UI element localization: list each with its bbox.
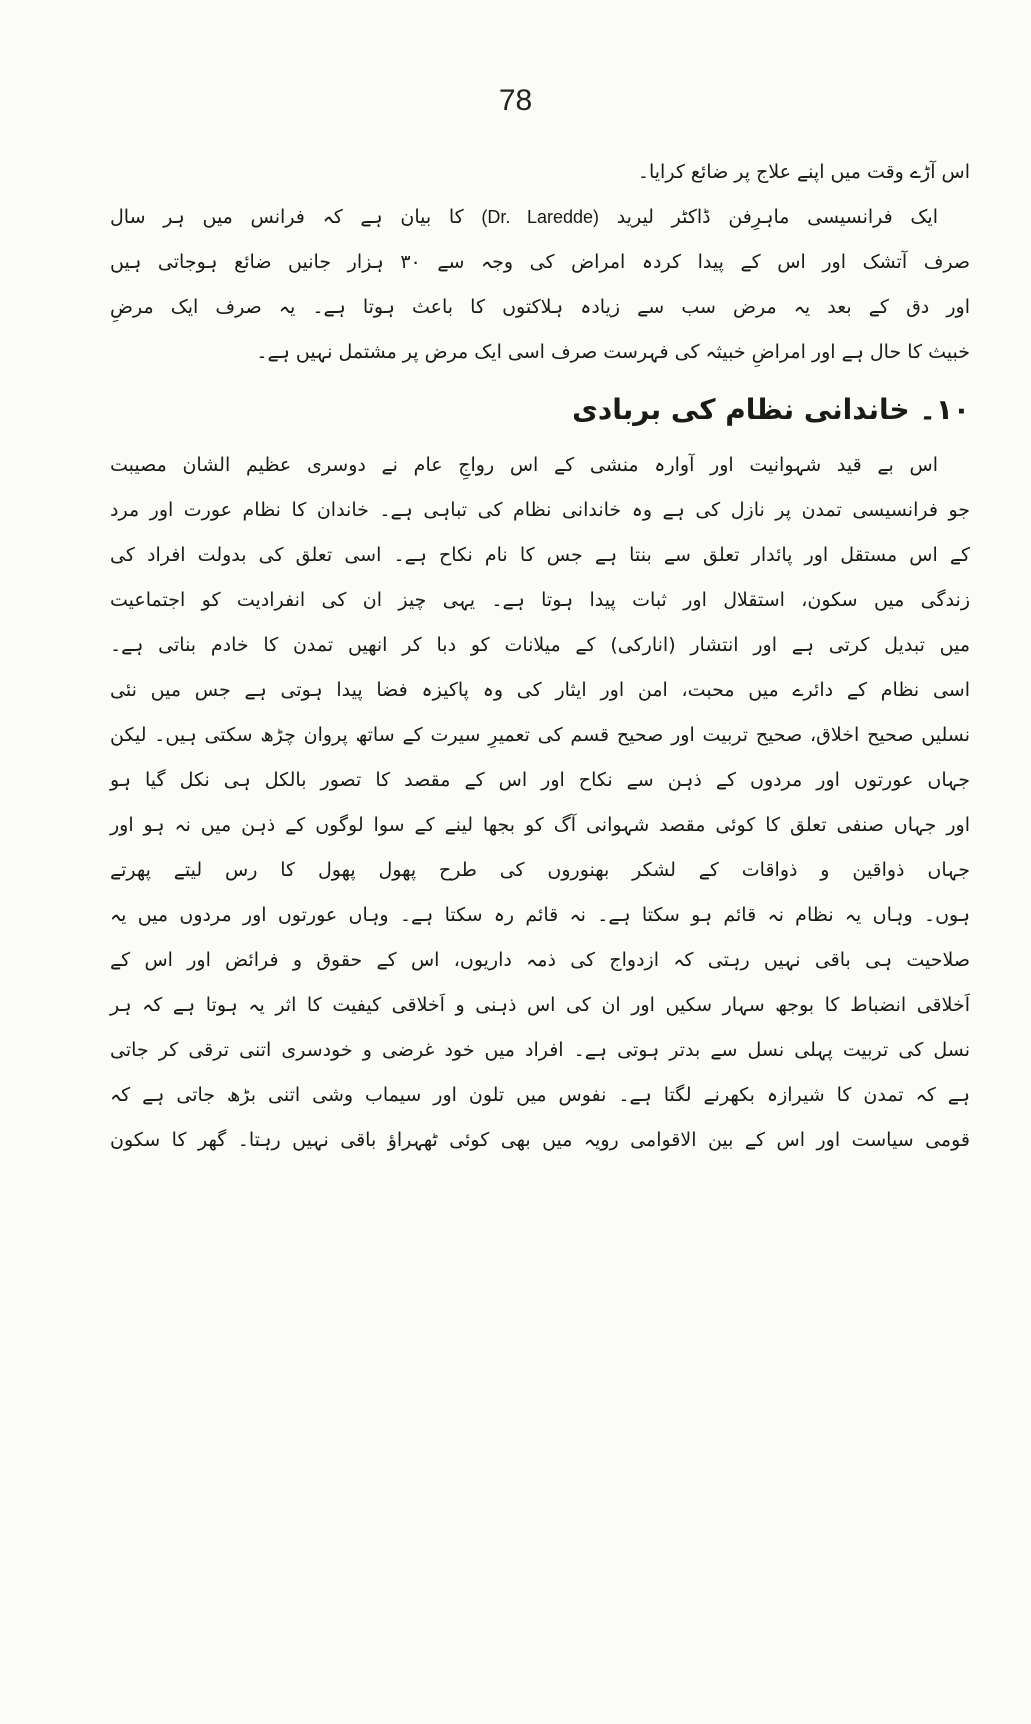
text-line: خبیث کا حال ہے اور امراضِ خبیثہ کی فہرست صرف اسی ایک مرض پر مشتمل نہیں ہے۔ xyxy=(256,341,970,363)
text-line: ہوں۔ وہاں یہ نظام نہ قائم ہو سکتا ہے۔ نہ قائم رہ سکتا ہے۔ وہاں عورتوں اور مردوں میں یہ xyxy=(110,904,970,926)
text-line: جہاں ذواقین و ذواقات کے لشکر بھنوروں کی طرح پھول پھول کا رس لیتے پھرتے xyxy=(110,859,970,881)
text-line: ہے کہ تمدن کا شیرازہ بکھرنے لگتا ہے۔ نفوس میں تلون اور سیماب وشی اتنی بڑھ جاتی ہے کہ xyxy=(110,1084,970,1106)
text-line: قومی سیاست اور اس کے بین الاقوامی رویہ میں بھی کوئی ٹھہراؤ باقی نہیں رہتا۔ گھر کا سکون xyxy=(110,1129,970,1151)
text-line: نسل کی تربیت پہلی نسل سے بدتر ہوتی ہے۔ افراد میں خود غرضی و خودسری اتنی ترقی کر جاتی xyxy=(110,1039,970,1061)
text-line: زندگی میں سکون، استقلال اور ثبات پیدا ہوتا ہے۔ یہی چیز ان کی انفرادیت کو اجتماعیت xyxy=(110,589,970,611)
text-line xyxy=(110,195,970,240)
text-line: اس بے قید شہوانیت اور آوارہ منشی کے اس رواجِ عام نے دوسری عظیم الشان مصیبت xyxy=(110,454,938,476)
text-line: اس آڑے وقت میں اپنے علاج پر ضائع کرایا۔ xyxy=(637,161,970,183)
text-line: صلاحیت ہی باقی نہیں رہتی کہ ازدواج کی ذمہ داریوں، اس کے حقوق و فرائض اور اس کے xyxy=(110,949,970,971)
text-line-part: ایک فرانسیسی ماہرِفن ڈاکٹر لیرید xyxy=(599,206,938,228)
text-line: میں تبدیل کرتی ہے اور انتشار (انارکی) کے میلانات کو دبا کر انھیں تمدن کا خادم بناتی ہے۔ xyxy=(110,634,970,656)
text-line: اور جہاں صنفی تعلق کا کوئی مقصد شہوانی آگ کو بجھا لینے کے سوا لوگوں کے ذہن میں نہ ہو اور xyxy=(110,814,970,836)
text-line: اَخلاقی انضباط کا بوجھ سہار سکیں اور ان کی اس ذہنی و اَخلاقی کیفیت کا اثر یہ ہوتا ہے کہ ہر xyxy=(110,994,970,1016)
text-line: نسلیں صحیح اخلاق، صحیح تربیت اور صحیح قسم کی تعمیرِ سیرت کے ساتھ پروان چڑھ سکتی ہیں۔ لیکن xyxy=(110,724,970,746)
latin-name: (Dr. Laredde) xyxy=(481,207,600,227)
text-line-part: کا بیان ہے کہ فرانس میں ہر سال xyxy=(110,206,482,228)
page-body xyxy=(110,150,970,1163)
section-heading: ۱۰۔ خاندانی نظام کی بربادی xyxy=(572,393,970,426)
text-line: کے اس مستقل اور پائدار تعلق سے بنتا ہے جس کا نام نکاح ہے۔ اسی تعلق کی بدولت افراد کی xyxy=(110,544,970,566)
text-line: جو فرانسیسی تمدن پر نازل کی ہے وہ خاندانی نظام کی تباہی ہے۔ خاندان کا نظام عورت اور مرد xyxy=(110,499,970,521)
page-number: 78 xyxy=(498,84,533,117)
text-line: اور دق کے بعد یہ مرض سب سے زیادہ ہلاکتوں کا باعث ہوتا ہے۔ یہ صرف ایک مرضِ xyxy=(110,296,970,318)
text-line: جہاں عورتوں اور مردوں کے ذہن سے نکاح اور اس کے مقصد کا تصور بالکل ہی نکل گیا ہو xyxy=(110,769,970,791)
text-line: صرف آتشک اور اس کے پیدا کردہ امراض کی وجہ سے ۳۰ ہزار جانیں ضائع ہوجاتی ہیں xyxy=(110,251,971,273)
text-line: اسی نظام کے دائرے میں محبت، امن اور ایثار کی وہ پاکیزہ فضا پیدا ہوتی ہے جس میں نئی xyxy=(110,679,970,701)
